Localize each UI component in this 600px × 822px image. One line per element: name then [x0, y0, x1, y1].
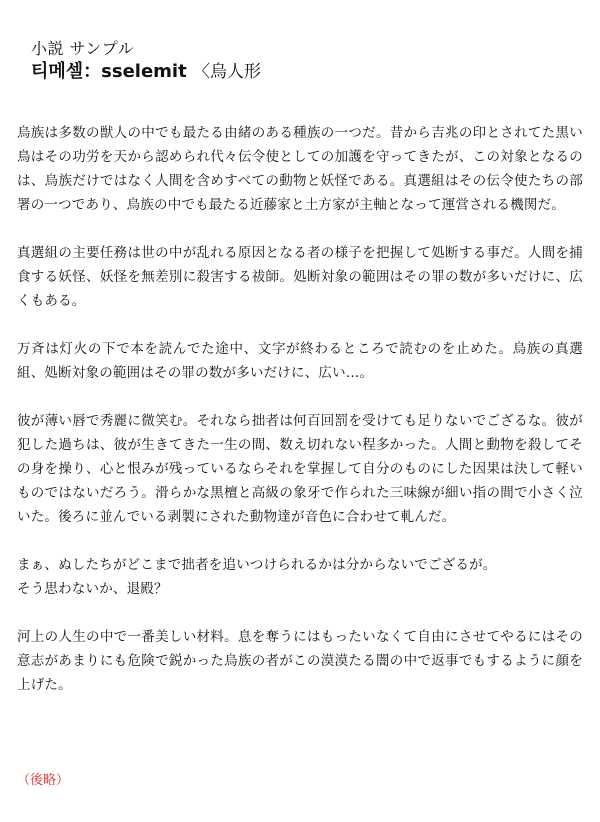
title-line — [31, 60, 571, 84]
paragraph-5 — [17, 553, 583, 601]
dialogue-line-2: そう思わないか、退殿？ — [17, 581, 168, 597]
paragraph-1: 烏族は多数の獣人の中でも最たる由緒のある種族の一つだ。昔から吉兆の印とされてた黒い鳥はその功労を天から認められ代々伝令使としての加護を守ってきたが、この対象となるのは、烏族だけではなく人間を含めすべての動物と妖怪である。真選組はその伝令使たちの部署の一つであり、烏族の中でも最たる近藤家と土方家が主軸となって運営される機関だ。 — [17, 125, 583, 213]
author-name: 티메셀：sselemit — [31, 61, 187, 82]
dialogue-line-1: まぁ、ぬしたちがどこまで拙者を追いつけられるかは分からないでござるが。 — [17, 557, 497, 573]
work-title: 〈烏人形 — [193, 62, 261, 82]
omitted-marker: （後略） — [17, 773, 70, 788]
paragraph-2: 真選組の主要任務は世の中が乱れる原因となる者の様子を把握して処断する事だ。人間を捕食する妖怪、妖怪を無差別に殺害する祓師。処断対象の範囲はその罪の数が多いだけに、広くもある。 — [17, 245, 583, 309]
sample-label: 小説 サンプル — [31, 39, 135, 58]
paragraph-4: 彼が薄い唇で秀麗に微笑む。それなら拙者は何百回罰を受けても足りないでござるな。彼が犯した過ちは、彼が生きてきた一生の間、数え切れない程多かった。人間と動物を殺してその身を操り、心と恨みが残っているならそれを掌握して自分のものにした因果は決して軽いものではないだろう。滑らかな黒檀と高級の象牙で作られた三味線が細い指の間で小さく泣いた。後ろに並んでいる剥製にされた動物達が音色に合わせて軋んだ。 — [17, 413, 583, 525]
story-body — [17, 121, 583, 721]
paragraph-6: 河上の人生の中で一番美しい材料。息を奪うにはもったいなくて自由にさせてやるにはその意志があまりにも危険で鋭かった烏族の者がこの漠漠たる闇の中で返事でもするように顔を上げた。 — [17, 629, 583, 693]
header — [31, 38, 571, 84]
paragraph-3: 万斉は灯火の下で本を読んでた途中、文字が終わるところで読むのを止めた。烏族の真選組、処断対象の範囲はその罪の数が多いだけに、広い…。 — [17, 341, 583, 381]
